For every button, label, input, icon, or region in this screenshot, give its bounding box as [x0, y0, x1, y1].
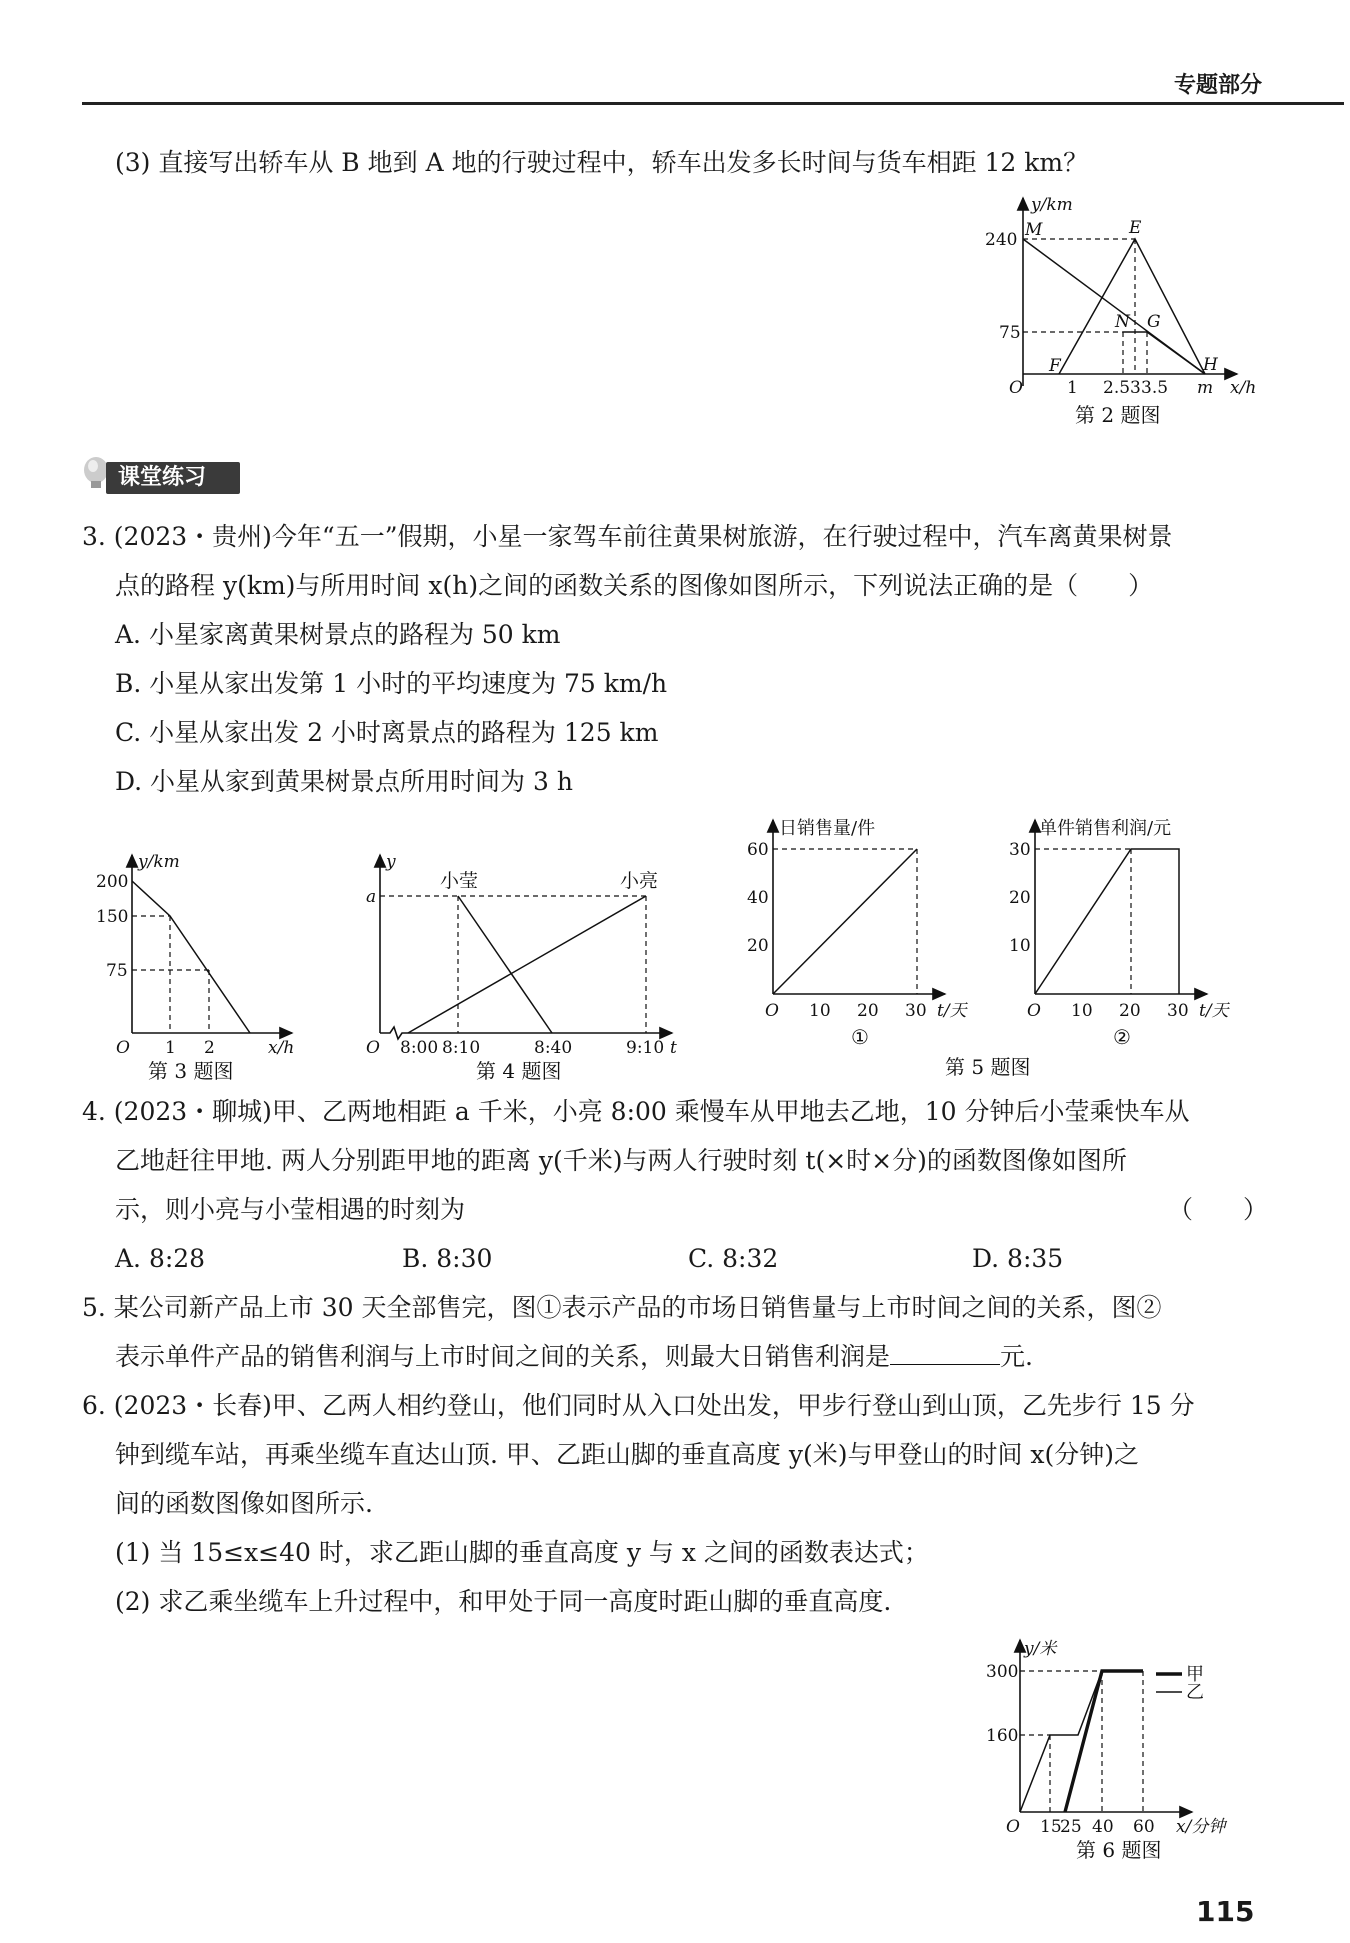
q4-answer-paren: （ ） [1168, 1195, 1269, 1224]
section-badge-label: 课堂练习 [118, 465, 207, 490]
fig6-xtick-40: 40 [1092, 1817, 1114, 1837]
q4-option-b: B. 8:30 [402, 1244, 493, 1273]
fig5-c1-xtick-20: 20 [857, 1001, 879, 1021]
q2-part3: (3) 直接写出轿车从 B 地到 A 地的行驶过程中，轿车出发多长时间与货车相距 12 km？ [115, 148, 1089, 177]
header-rule [82, 102, 1344, 105]
fig6-ylabel: y/米 [1024, 1639, 1057, 1659]
fig2-xtick-3.5: 3.5 [1141, 378, 1169, 398]
fig5-c1-ytick-60: 60 [747, 840, 769, 860]
fig3-xlabel: x/h [268, 1038, 295, 1058]
fig2-xtick-2.5: 2.5 [1103, 378, 1131, 398]
fig6-caption: 第 6 题图 [1076, 1838, 1162, 1862]
fig2-caption: 第 2 题图 [1075, 403, 1161, 427]
fig3-xtick-1: 1 [165, 1038, 176, 1058]
fig3-ytick-200: 200 [96, 872, 129, 892]
fig2-xtick-3: 3 [1130, 378, 1141, 398]
q4-option-a: A. 8:28 [115, 1244, 206, 1273]
q5-line2 [115, 1332, 1033, 1381]
fig5-c2-xtick-30: 30 [1167, 1001, 1189, 1021]
fig6-origin: O [1006, 1817, 1020, 1837]
fig6-legend-jia: 甲 [1186, 1664, 1204, 1685]
fig3-ytick-150: 150 [96, 907, 129, 927]
fig3-caption: 第 3 题图 [148, 1059, 234, 1083]
fig4-xtick-810: 8:10 [442, 1038, 481, 1058]
fig2-xlabel: x/h [1230, 378, 1257, 398]
fig3-ytick-75: 75 [106, 961, 128, 981]
q3-option-c: C. 小星从家出发 2 小时离景点的路程为 125 km [115, 718, 659, 747]
q4-line2: 乙地赶往甲地. 两人分别距甲地的距离 y(千米)与两人行驶时刻 t(×时×分)的函数图像如图所 [115, 1146, 1127, 1175]
fig6-xtick-25: 25 [1060, 1817, 1082, 1837]
q3-line2: 点的路程 y(km)与所用时间 x(h)之间的函数关系的图像如图所示，下列说法正确的是（ ） [115, 571, 1154, 600]
fig5-c2-ytick-20: 20 [1009, 888, 1031, 908]
fig2-point-F: F [1049, 356, 1061, 376]
figure-4 [360, 845, 690, 1085]
fig2-xtick-m: m [1197, 378, 1214, 398]
fig4-series-xiaoying: 小莹 [440, 870, 479, 892]
fig2-xtick-1: 1 [1067, 378, 1078, 398]
fig4-xtick-840: 8:40 [534, 1038, 573, 1058]
fig4-caption: 第 4 题图 [476, 1059, 562, 1083]
q6-part2: (2) 求乙乘坐缆车上升过程中，和甲处于同一高度时距山脚的垂直高度. [115, 1587, 892, 1616]
fig3-origin: O [116, 1038, 130, 1058]
fig6-xlabel: x/分钟 [1176, 1817, 1226, 1837]
q5-line2-unit: 元. [1000, 1342, 1033, 1371]
fig2-ytick-75: 75 [999, 323, 1021, 343]
fig5-c1-marker: ① [851, 1025, 869, 1049]
q5-answer-blank[interactable] [890, 1340, 1000, 1365]
figure-3 [90, 845, 320, 1085]
q4-option-c: C. 8:32 [688, 1244, 779, 1273]
fig3-xtick-2: 2 [204, 1038, 215, 1058]
fig3-ylabel: y/km [138, 852, 180, 872]
q6-line1: 6. (2023・长春)甲、乙两人相约登山，他们同时从入口处出发，甲步行登山到山顶，乙先步行 15 分 [82, 1391, 1195, 1420]
q4-option-d: D. 8:35 [972, 1244, 1064, 1273]
page-number: 115 [1196, 1895, 1255, 1928]
q4-line3: 示，则小亮与小莹相遇的时刻为 [115, 1195, 466, 1224]
fig5-c1-ylabel: 日销售量/件 [779, 818, 876, 839]
fig5-c2-ytick-30: 30 [1009, 840, 1031, 860]
fig6-xtick-60: 60 [1133, 1817, 1155, 1837]
header-section: 专题部分 [1173, 73, 1262, 98]
fig2-ytick-240: 240 [985, 230, 1018, 250]
fig5-c1-origin: O [765, 1001, 779, 1021]
fig2-point-E: E [1129, 218, 1142, 238]
fig4-a-label: a [366, 887, 377, 907]
fig4-xtick-800: 8:00 [400, 1038, 439, 1058]
fig2-origin: O [1009, 378, 1023, 398]
fig4-origin: O [366, 1038, 380, 1058]
fig2-point-G: G [1147, 312, 1161, 332]
fig6-ytick-300: 300 [986, 1662, 1019, 1682]
q4-line1: 4. (2023・聊城)甲、乙两地相距 a 千米，小亮 8:00 乘慢车从甲地去乙地，10 分钟后小莹乘快车从 [82, 1097, 1190, 1126]
fig5-c2-xlabel: t/天 [1199, 1001, 1229, 1021]
fig5-c2-xtick-20: 20 [1119, 1001, 1141, 1021]
fig5-c2-marker: ② [1113, 1025, 1131, 1049]
fig4-xlabel: t [670, 1038, 677, 1058]
fig4-ylabel: y [386, 852, 396, 872]
q3-option-d: D. 小星从家到黄果树景点所用时间为 3 h [115, 767, 573, 796]
q5-line1: 5. 某公司新产品上市 30 天全部售完，图①表示产品的市场日销售量与上市时间之间的关系，图② [82, 1293, 1162, 1322]
fig2-point-N: N [1115, 312, 1130, 332]
fig5-c2-ytick-10: 10 [1009, 936, 1031, 956]
fig2-point-M: M [1025, 220, 1043, 240]
fig4-xtick-910: 9:10 [626, 1038, 665, 1058]
fig5-c1-xtick-30: 30 [905, 1001, 927, 1021]
fig5-c1-xlabel: t/天 [937, 1001, 967, 1021]
q5-line2-text: 表示单件产品的销售利润与上市时间之间的关系，则最大日销售利润是 [115, 1342, 891, 1371]
q3-option-b: B. 小星从家出发第 1 小时的平均速度为 75 km/h [115, 669, 668, 698]
fig6-legend-yi: 乙 [1186, 1682, 1204, 1703]
fig5-c2-xtick-10: 10 [1071, 1001, 1093, 1021]
fig2-point-H: H [1203, 355, 1218, 375]
fig5-c2-origin: O [1027, 1001, 1041, 1021]
figure-6 [980, 1632, 1280, 1872]
figure-2 [975, 188, 1295, 438]
q6-part1: (1) 当 15≤x≤40 时，求乙距山脚的垂直高度 y 与 x 之间的函数表达式； [115, 1538, 929, 1567]
fig2-ylabel: y/km [1031, 195, 1073, 215]
fig4-series-xiaoliang: 小亮 [620, 870, 659, 892]
fig5-c2-ylabel: 单件销售利润/元 [1039, 818, 1172, 839]
q3-option-a: A. 小星家离黄果树景点的路程为 50 km [115, 620, 561, 649]
fig5-c1-xtick-10: 10 [809, 1001, 831, 1021]
fig5-c1-ytick-40: 40 [747, 888, 769, 908]
fig6-ytick-160: 160 [986, 1726, 1019, 1746]
q6-line2: 钟到缆车站，再乘坐缆车直达山顶. 甲、乙距山脚的垂直高度 y(米)与甲登山的时间 x(分钟)之 [115, 1440, 1140, 1469]
q6-line3: 间的函数图像如图所示. [115, 1489, 373, 1518]
q3-line1: 3. (2023・贵州)今年“五一”假期，小星一家驾车前往黄果树旅游，在行驶过程中，汽车离黄果树景 [82, 522, 1173, 551]
fig5-c1-ytick-20: 20 [747, 936, 769, 956]
fig6-xtick-15: 15 [1040, 1817, 1062, 1837]
figure-5 [745, 812, 1265, 1087]
fig5-caption: 第 5 题图 [945, 1055, 1031, 1079]
